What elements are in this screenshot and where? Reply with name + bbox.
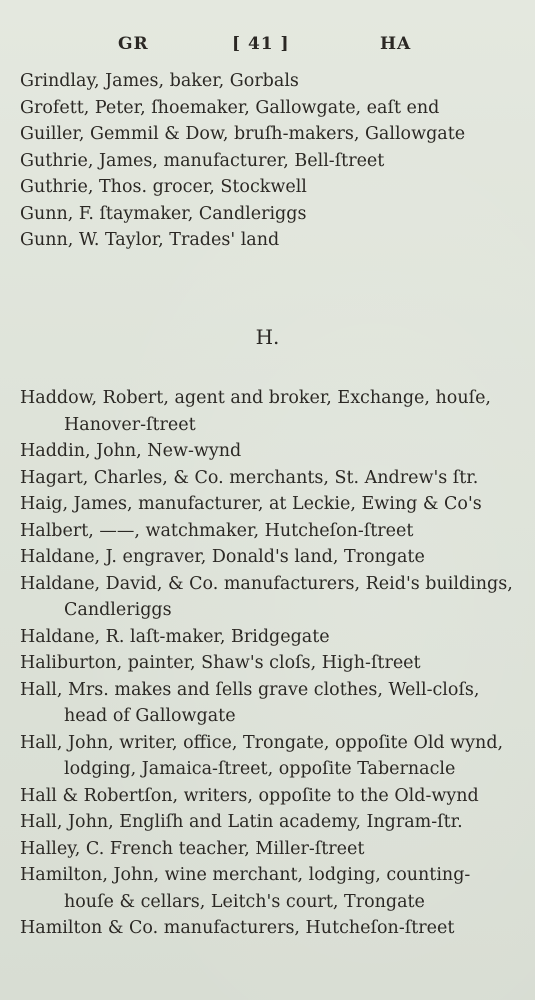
directory-entry: Grofett, Peter, ſhoemaker, Gallowgate, eaſt end (20, 97, 440, 118)
directory-entry: Guiller, Gemmil & Dow, bruſh-makers, Gallowgate (20, 124, 466, 144)
directory-entry: Haig, James, manufacturer, at Leckie, Ewing & Co's (20, 494, 482, 514)
directory-entry: Hamilton, John, wine merchant, lodging, counting-houſe & cellars, Leitch's court, Trongate (20, 865, 471, 912)
directory-entry: Hagart, Charles, & Co. merchants, St. Andrew's ſtr. (20, 467, 479, 488)
directory-entry: Hamilton & Co. manufacturers, Hutcheſon-ſtreet (20, 918, 455, 938)
directory-entry: Halbert, ——, watchmaker, Hutcheſon-ſtreet (20, 520, 414, 541)
directory-entry: Haliburton, painter, Shaw's cloſs, High-ſtreet (20, 653, 421, 673)
page-number: [ 41 ] (232, 34, 290, 54)
directory-entry: Halley, C. French teacher, Miller-ſtreet (20, 838, 365, 859)
entries-h (20, 385, 515, 942)
directory-entry: Hall, John, Engliſh and Latin academy, Ingram-ſtr. (20, 812, 463, 832)
directory-entry: Guthrie, Thos. grocer, Stockwell (20, 177, 307, 197)
directory-entry: Gunn, W. Taylor, Trades' land (20, 230, 280, 250)
directory-entry: Hall, John, writer, office, Trongate, oppoſite Old wynd, lodging, Jamaica-ſtreet, oppoſite Tabernacle (20, 732, 504, 779)
directory-entry: Haldane, David, & Co. manufacturers, Reid's buildings, Candleriggs (20, 573, 513, 620)
directory-entry: Haddow, Robert, agent and broker, Exchange, houſe, Hanover-ſtreet (20, 388, 491, 435)
directory-entry: Grindlay, James, baker, Gorbals (20, 71, 299, 91)
header-right: HA (380, 34, 412, 54)
directory-entry: Hall & Robertſon, writers, oppoſite to the Old-wynd (20, 785, 479, 806)
entries-g (20, 68, 515, 254)
directory-entry: Haldane, R. laſt-maker, Bridgegate (20, 626, 330, 647)
directory-entry: Haddin, John, New-wynd (20, 441, 242, 461)
section-heading: H. (255, 325, 280, 349)
directory-entry: Gunn, F. ſtaymaker, Candleriggs (20, 203, 307, 224)
directory-entry: Haldane, J. engraver, Donald's land, Trongate (20, 547, 425, 567)
header-left: GR (118, 34, 149, 54)
directory-entry: Guthrie, James, manufacturer, Bell-ſtreet (20, 150, 385, 171)
running-header (0, 34, 535, 56)
directory-entry: Hall, Mrs. makes and ſells grave clothes, Well-cloſs, head of Gallowgate (20, 679, 480, 726)
